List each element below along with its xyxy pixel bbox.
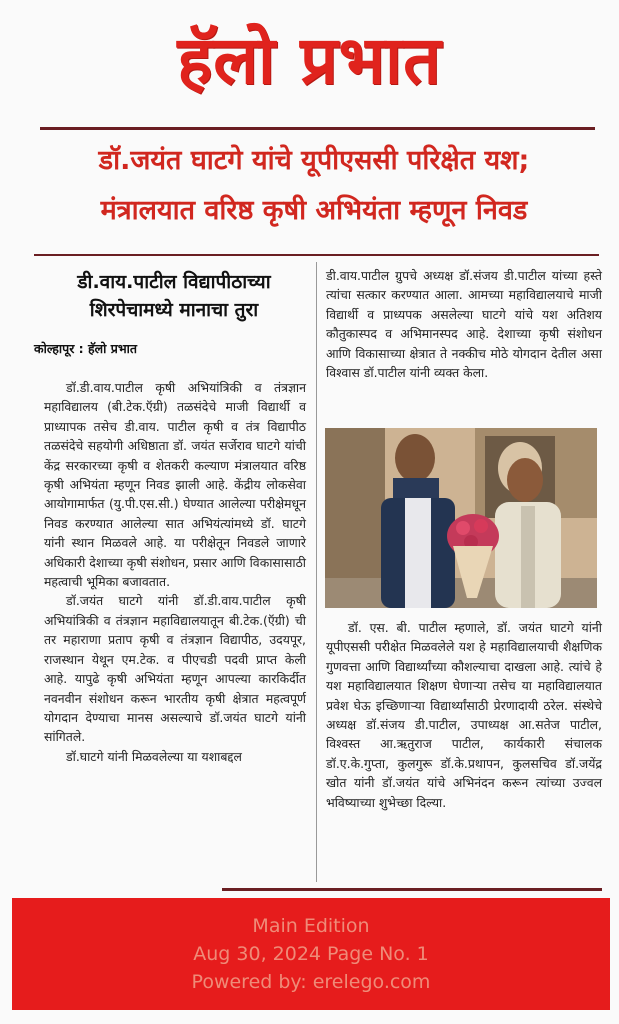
edition-date-page: Aug 30, 2024 Page No. 1 xyxy=(193,943,429,965)
article-paragraph: डॉ.डी.वाय.पाटील कृषी अभियांत्रिकी व तंत्रज्ञान महाविद्यालय (बी.टेक.ऍग्री) तळसंदेचे माजी विद्यार्थी व प्राध्यापक तसेच डी.वाय. पाटील कृषी व तंत्र विद्यापीठ तळसंदेचे सहयोगी अधिष्ठाता डॉ. जयंत सर्जेराव घाटगे यांची केंद्र सरकारच्या कृषी व शेतकरी कल्याण मंत्रालयात वरिष्ठ कृषी अभियंता म्हणून निवड झाली आहे. केंद्रीय लोकसेवा आयोगामार्फत (यु.पी.एस.सी.) घेण्यात आलेल्या परीक्षेमधून निवड करण्यात आलेल्या सात अभियंत्यांमध्ये डॉ. घाटगे यांनी स्थान मिळवले आहे. या परीक्षेतून निवडले जाणारे अधिकारी देशाच्या कृषी संशोधन, प्रसार आणि विकासासाठी महत्वाची भूमिका बजावतात. xyxy=(44,380,306,590)
article-paragraph: डॉ.घाटगे यांनी मिळवलेल्या या यशाबद्दल xyxy=(66,748,242,764)
subheadline-line-1: डी.वाय.पाटील विद्यापीठाच्या xyxy=(77,271,271,293)
article-end-rule xyxy=(222,888,602,891)
headline-line-2: मंत्रालयात वरिष्ठ कृषी अभियंता म्हणून निवड xyxy=(100,195,528,226)
photo-illustration xyxy=(325,428,597,608)
edition-label: Main Edition xyxy=(252,915,370,937)
subheadline-line-2: शिरपेचामध्ये मानाचा तुरा xyxy=(89,299,259,321)
article-paragraph: डॉ.जयंत घाटगे यांनी डॉ.डी.वाय.पाटील कृषी अभियांत्रिकी व तंत्रज्ञान महाविद्यालयातून बी.टेक.(ऍग्री) ची तर महाराणा प्रताप कृषी व तंत्रज्ञान विद्यापीठ, उदयपूर, राजस्थान येथून एम.टेक. व पीएचडी पदवी प्राप्त केली आहे. यापुढे कृषी अभियंता म्हणून आपल्या कारकिर्दीत नवनवीन संशोधन करून भारतीय कृषी क्षेत्रात महत्वपूर्ण योगदान देण्याचा मानस असल्याचे डॉ.जयंत घाटगे यांनी सांगितले. xyxy=(44,593,306,745)
masthead-title: हॅलो प्रभात xyxy=(177,21,442,99)
article-paragraph: डॉ. एस. बी. पाटील म्हणाले, डॉ. जयंत घाटगे यांनी यूपीएससी परीक्षेत मिळवलेले यश हे महाविद्यालयाची शैक्षणिक गुणवत्ता आणि विद्यार्थ्यांच्या कौशल्याचा दाखला आहे. त्यांचे हे यश महाविद्यालयात शिक्षण घेणाऱ्या तसेच या महाविद्यालयात प्रवेश घेऊ इच्छिणाऱ्या विद्यार्थ्यांसाठी प्रेरणादायी ठरेल. संस्थेचे अध्यक्ष डॉ.संजय डी.पाटील, उपाध्यक्ष आ.सतेज पाटील, विश्वस्त आ.ऋतुराज पाटील, कार्यकारी संचालक डॉ.ए.के.गुप्ता, कुलगुरू डॉ.के.प्रथापन, कुलसचिव डॉ.जयेंद्र खोत यांनी डॉ.जयंत यांचे अभिनंदन करून त्यांच्या उज्वल भविष्याच्या शुभेच्छा दिल्या. xyxy=(326,620,602,810)
subheadline xyxy=(34,268,314,324)
article-right-column-top xyxy=(326,266,602,382)
column-divider xyxy=(316,262,317,882)
dateline: कोल्हापूर : हॅलो प्रभात xyxy=(34,341,137,356)
masthead-rule xyxy=(40,127,595,130)
headline xyxy=(34,136,594,236)
article-left-column xyxy=(44,378,306,766)
headline-rule xyxy=(34,254,599,256)
article-right-column-bottom xyxy=(326,618,602,812)
powered-by-link[interactable]: Powered by: erelego.com xyxy=(191,971,431,993)
masthead xyxy=(0,10,619,110)
edition-footer xyxy=(12,898,610,1010)
headline-line-1: डॉ.जयंत घाटगे यांचे यूपीएससी परिक्षेत यश; xyxy=(98,145,530,176)
article-paragraph: डी.वाय.पाटील ग्रुपचे अध्यक्ष डॉ.संजय डी.पाटील यांच्या हस्ते त्यांचा सत्कार करण्यात आला. आमच्या महाविद्यालयाचे माजी विद्यार्थी व प्राध्यपक असलेल्या घाटगे यांचे यश अतिशय कौतुकास्पद व अभिमानस्पद आहे. देशाच्या कृषी संशोधन आणि विकासाच्या क्षेत्रात ते नक्कीच मोठे योगदान देतील असा विश्वास डॉ.पाटील यांनी व्यक्त केला. xyxy=(326,268,602,381)
news-photo xyxy=(325,428,597,608)
